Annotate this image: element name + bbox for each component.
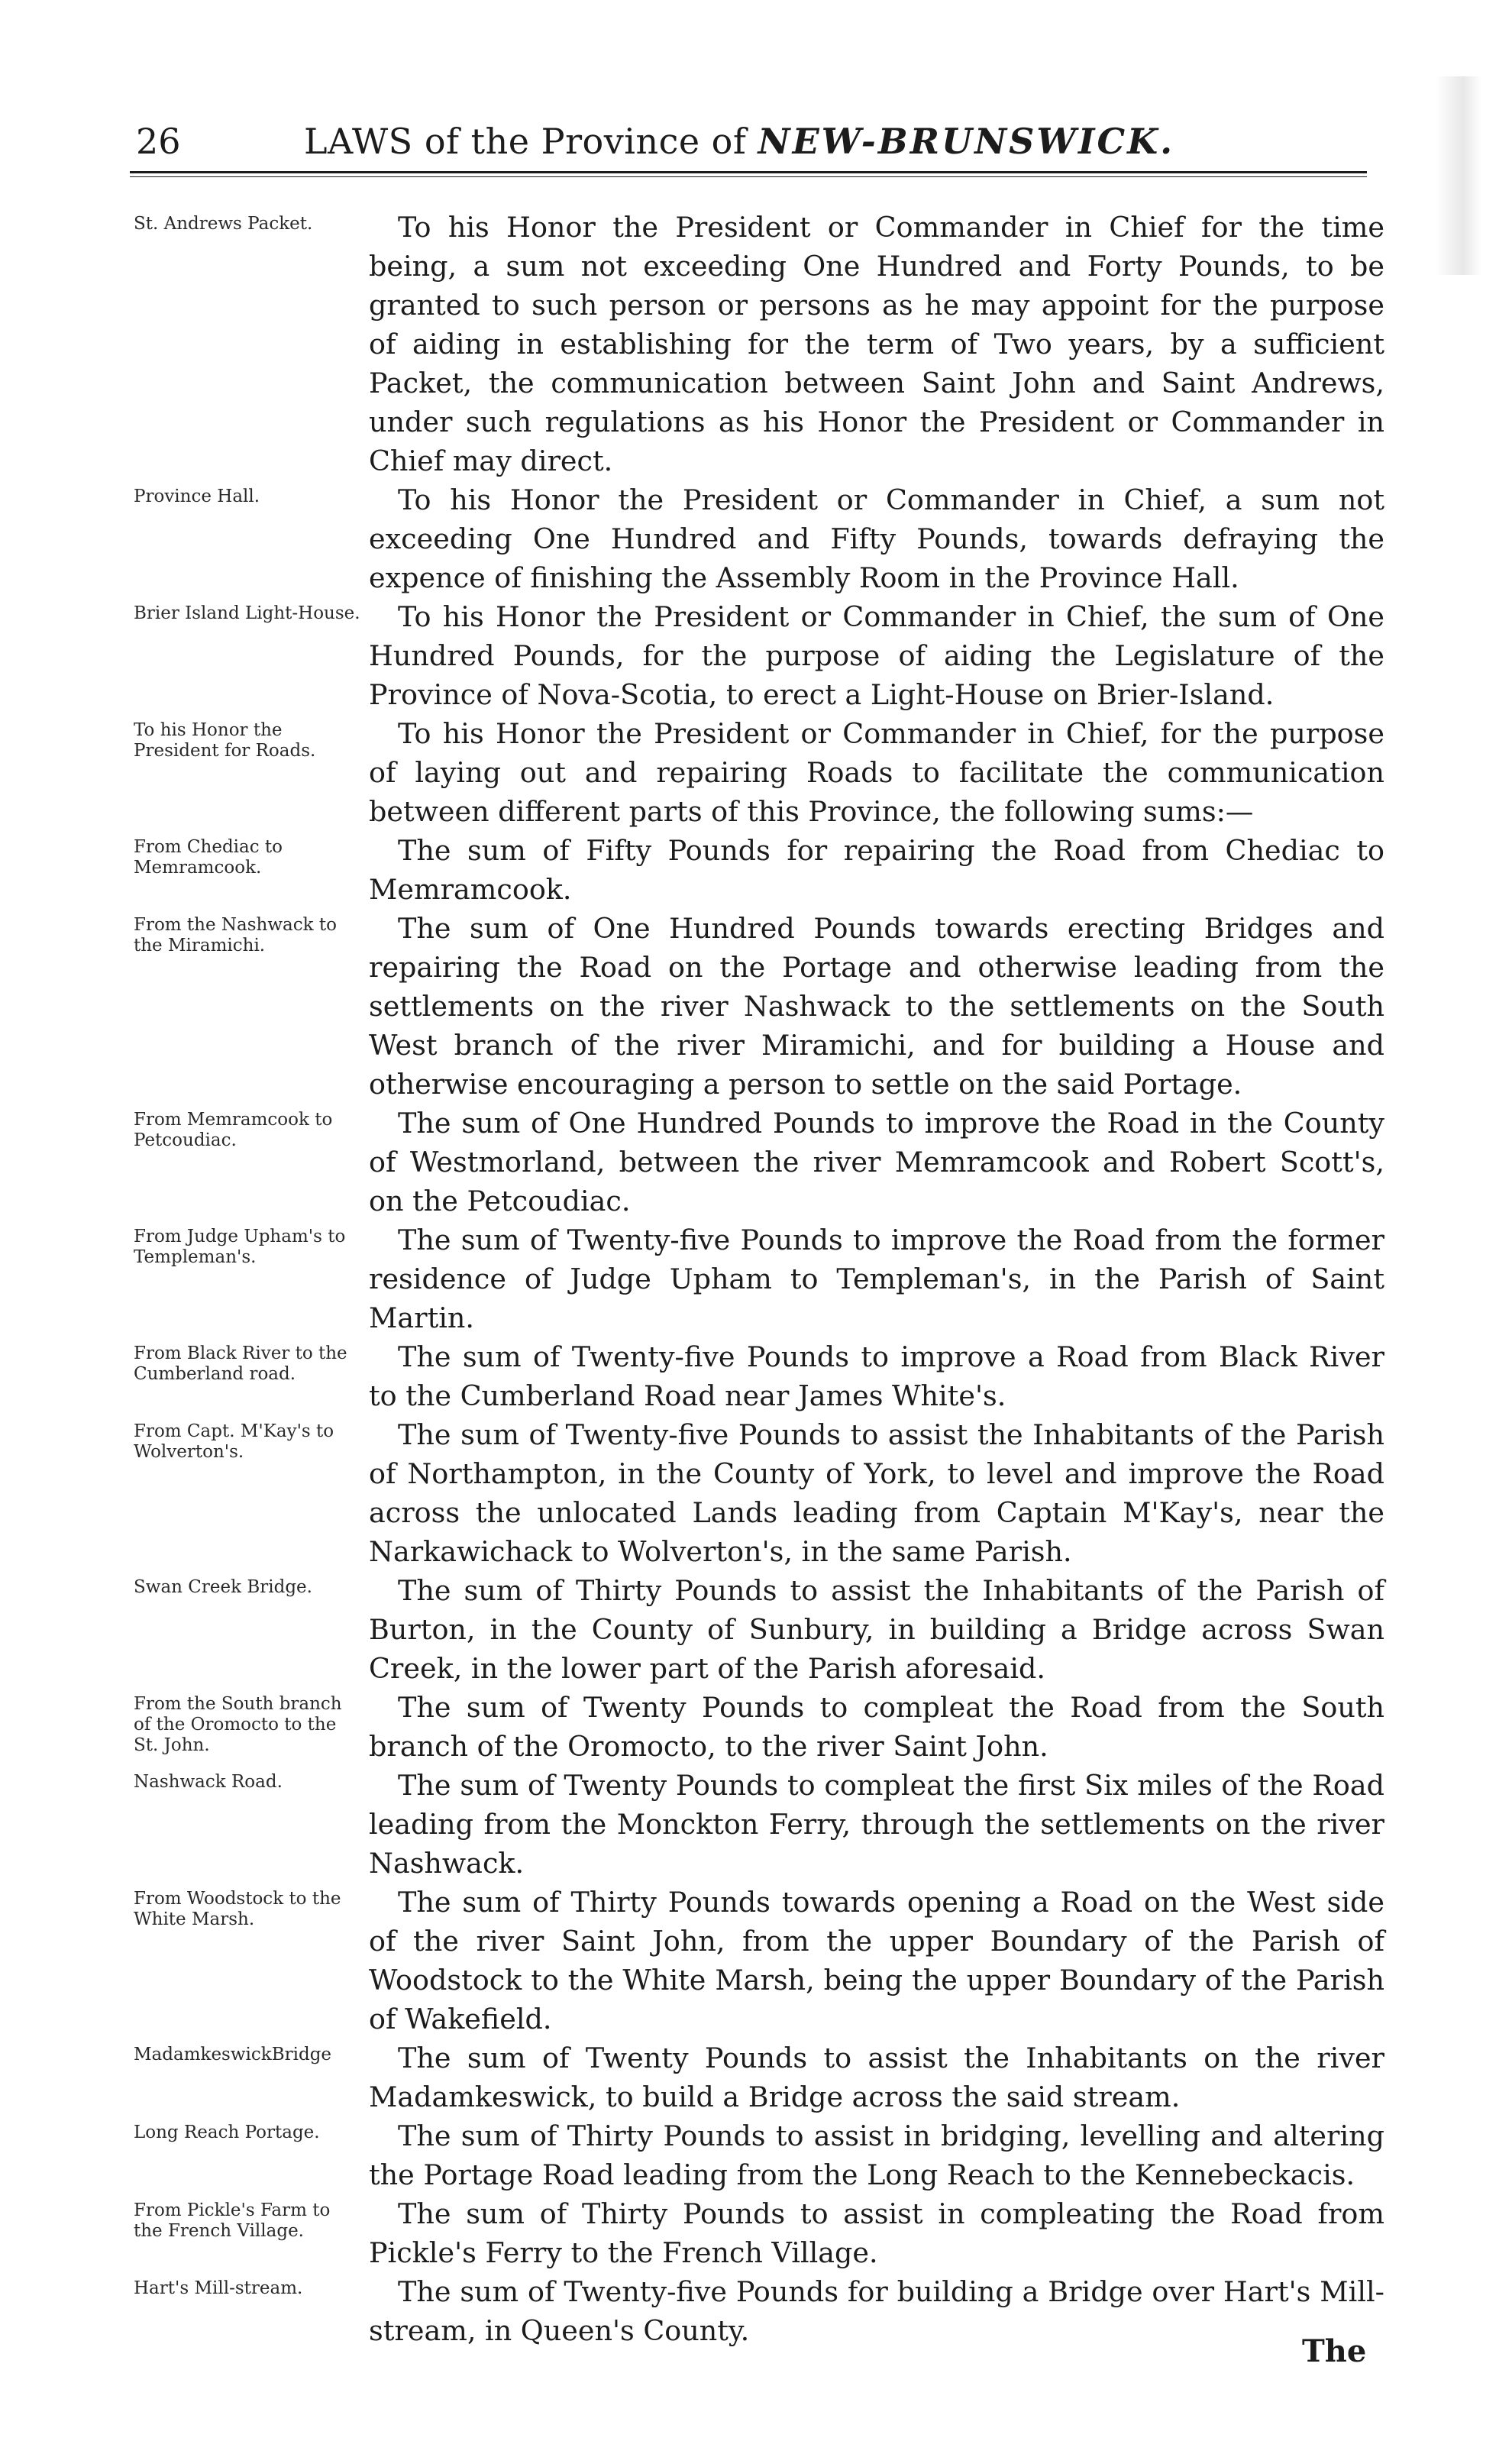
margin-note: Swan Creek Bridge. — [134, 1577, 312, 1597]
entry-st-andrews-packet — [0, 208, 1512, 480]
margin-note: From the South branch of the Oromocto to the St. John. — [134, 1694, 342, 1755]
margin-note: MadamkeswickBridge — [134, 2045, 332, 2064]
entry-province-hall — [0, 480, 1512, 597]
entry-text: The sum of Fifty Pounds for repairing the Road from Chediac to Memramcook. — [369, 834, 1384, 906]
margin-note: From Memramcook to Petcoudiac. — [134, 1110, 333, 1150]
entry-text: The sum of Thirty Pounds to assist in compleating the Road from Pickle's Ferry to the French Village. — [369, 2197, 1384, 2269]
entry-chediac-memramcook — [0, 831, 1512, 909]
entry-nashwack-miramichi — [0, 909, 1512, 1104]
entry-black-river-cumberland — [0, 1337, 1512, 1415]
entry-text: The sum of Twenty Pounds to compleat the Road from the South branch of the Oromocto, to the river Saint John. — [369, 1691, 1384, 1763]
margin-note: Province Hall. — [134, 487, 260, 506]
catchword: The — [1302, 2333, 1367, 2369]
header-rule-thin — [130, 176, 1367, 177]
header-rule — [130, 171, 1367, 173]
margin-note: From Judge Upham's to Templeman's. — [134, 1227, 346, 1267]
margin-note: From Woodstock to the White Marsh. — [134, 1889, 341, 1929]
margin-note: From Capt. M'Kay's to Wolverton's. — [134, 1421, 334, 1462]
entry-text: The sum of Twenty-five Pounds to assist the Inhabitants of the Parish of Northampton, in the County of York, to level and improve the Road across the unlocated Lands leading from Captain M'Kay's, near the Narkawichack to Wolverton's, in the same Parish. — [369, 1418, 1384, 1568]
margin-note: Nashwack Road. — [134, 1772, 283, 1792]
margin-note: From Pickle's Farm to the French Village. — [134, 2200, 331, 2241]
margin-note: To his Honor the President for Roads. — [134, 720, 316, 761]
page-header-title — [304, 115, 1174, 168]
margin-note: From Black River to the Cumberland road. — [134, 1343, 347, 1384]
entry-text: The sum of Thirty Pounds to assist in bridging, levelling and altering the Portage Road leading from the Long Reach to the Kennebeckacis. — [369, 2119, 1384, 2191]
entry-swan-creek-bridge — [0, 1571, 1512, 1688]
entry-text: The sum of Thirty Pounds to assist the Inhabitants of the Parish of Burton, in the County of Sunbury, in building a Bridge across Swan Creek, in the lower part of the Parish aforesaid. — [369, 1574, 1384, 1685]
entry-text: The sum of Twenty Pounds to assist the Inhabitants on the river Madamkeswick, to build a Bridge across the said stream. — [369, 2042, 1384, 2113]
running-head — [115, 115, 1375, 168]
entry-roads — [0, 714, 1512, 831]
entry-text: The sum of One Hundred Pounds towards erecting Bridges and repairing the Road on the Portage and otherwise leading from the settlements on the river Nashwack to the settlements on the South West branch of the river Miramichi, and for building a House and otherwise encouraging a person to settle on the said Portage. — [369, 912, 1384, 1101]
margin-note: Brier Island Light-House. — [134, 603, 360, 623]
header-title-prefix: LAWS of the Province of — [304, 121, 747, 162]
entry-memramcook-petcoudiac — [0, 1104, 1512, 1221]
margin-note: From the Nashwack to the Miramichi. — [134, 915, 337, 955]
entry-oromocto-st-john — [0, 1688, 1512, 1766]
header-title-province: NEW-BRUNSWICK. — [758, 121, 1175, 162]
appropriation-list — [0, 208, 1512, 2350]
entry-text: The sum of Twenty Pounds to compleat the first Six miles of the Road leading from the Monckton Ferry, through the settlements on the river Nashwack. — [369, 1769, 1384, 1880]
entry-text: The sum of Twenty-five Pounds to improve a Road from Black River to the Cumberland Road near James White's. — [369, 1340, 1384, 1412]
entry-mkay-wolverton — [0, 1415, 1512, 1571]
entry-madamkeswick-bridge — [0, 2039, 1512, 2116]
entry-text: The sum of Twenty-five Pounds to improve the Road from the former residence of Judge Upham to Templeman's, in the Parish of Saint Martin. — [369, 1224, 1384, 1334]
page-number: 26 — [136, 121, 181, 162]
entry-text: To his Honor the President or Commander in Chief, the sum of One Hundred Pounds, for the purpose of aiding the Legislature of the Province of Nova-Scotia, to erect a Light-House on Brier-Island. — [369, 600, 1384, 711]
margin-note: From Chediac to Memramcook. — [134, 837, 283, 878]
entry-brier-island-light-house — [0, 597, 1512, 714]
entry-woodstock-white-marsh — [0, 1883, 1512, 2039]
entry-text: To his Honor the President or Commander in Chief for the time being, a sum not exceeding One Hundred and Forty Pounds, to be granted to such person or persons as he may appoint for the purpose of aiding in establishing for the term of Two years, by a sufficient Packet, the communication between Saint John and Saint Andrews, under such regulations as his Honor the President or Commander in Chief may direct. — [369, 211, 1384, 477]
entry-text: To his Honor the President or Commander in Chief, a sum not exceeding One Hundred and Fifty Pounds, towards defraying the expence of finishing the Assembly Room in the Province Hall. — [369, 483, 1384, 594]
entry-nashwack-road — [0, 1766, 1512, 1883]
entry-text: The sum of Thirty Pounds towards opening a Road on the West side of the river Saint John, from the upper Boundary of the Parish of Woodstock to the White Marsh, being the upper Boundary of the Parish of Wakefield. — [369, 1886, 1384, 2035]
entry-text: The sum of One Hundred Pounds to improve the Road in the County of Westmorland, between the river Memramcook and Robert Scott's, on the Petcoudiac. — [369, 1107, 1384, 1217]
entry-long-reach-portage — [0, 2116, 1512, 2194]
margin-note: Hart's Mill-stream. — [134, 2278, 303, 2298]
entry-upham-templeman — [0, 1221, 1512, 1337]
margin-note: St. Andrews Packet. — [134, 214, 313, 234]
entry-pickles-farm-french-village — [0, 2194, 1512, 2272]
entry-text: To his Honor the President or Commander in Chief, for the purpose of laying out and repairing Roads to facilitate the communication between different parts of this Province, the following sums:— — [369, 717, 1384, 828]
entry-harts-mill-stream — [0, 2272, 1512, 2350]
margin-note: Long Reach Portage. — [134, 2123, 320, 2142]
entry-text: The sum of Twenty-five Pounds for building a Bridge over Hart's Mill-stream, in Queen's County. — [369, 2275, 1384, 2347]
